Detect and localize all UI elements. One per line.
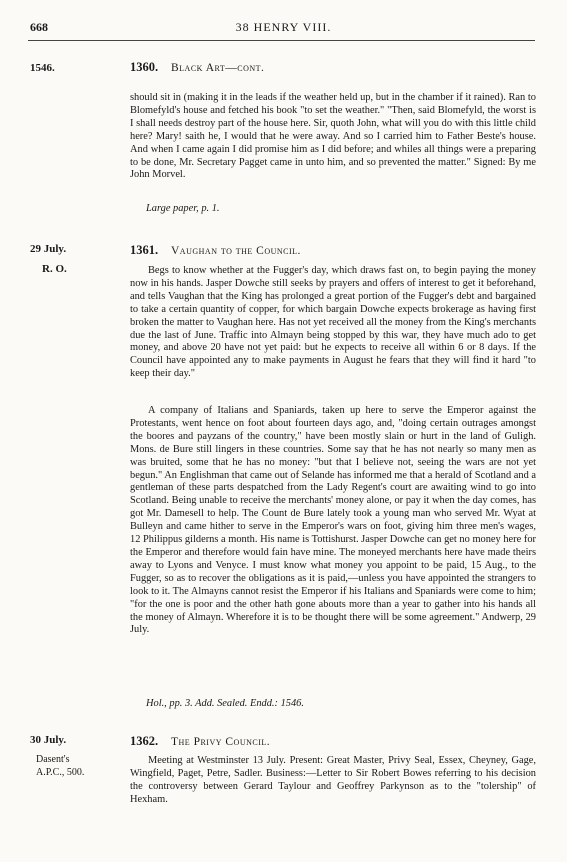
entry-1362-heading (130, 734, 270, 749)
ref-line: Dasent's (36, 754, 70, 765)
entry-1360-heading (130, 60, 264, 75)
year-note: 1546. (30, 62, 55, 74)
entry-title: Black Art—cont. (171, 62, 265, 74)
page-number: 668 (30, 20, 48, 34)
entry-1362-date: 30 July. (30, 734, 67, 746)
entry-1361-heading (130, 243, 301, 258)
entry-1362-body: Meeting at Westminster 13 July. Present: Great Master, Privy Seal, Essex, Cheyney, Gage, Wingfield, Paget, Petre, Sadler. Business:—Letter to Sir Robert Bowes referring to his decision the controversy between Gerard Taylour and Geoffrey Parkynson as to the "tolership" of Hexham. (130, 755, 536, 805)
entry-1362-ref (36, 753, 120, 779)
entry-number: 1360. (130, 60, 159, 74)
entry-number: 1362. (130, 734, 159, 748)
entry-1361-paragraph-1: Begs to know whether at the Fugger's day, which draws fast on, to begin paying the money now in his hands. Jasper Dowche still seeks by prayers and offers of interest to get it beforehand, and tells Vaughan that the King has prolonged a great portion of the Fugger's debt and bargained to take a certain quantity of copper, for which bargain Dowche expects brokerage as having first broken the matter to Vaughan here. Has not yet received all the money from the King's merchants due the last of June. Traffic into Almayn being stopped by this war, they have much ado to get money, and above 20 have not yet paid: but he expects to receive all within 6 or 8 days. If the Council have appointed any to make payments in August he fears that they will find it hard "to keep their day." (130, 265, 536, 380)
header-rule (28, 40, 535, 41)
running-title: 38 HENRY VIII. (235, 20, 332, 34)
entry-title: Vaughan to the Council. (171, 245, 301, 257)
entry-1360-body: should sit in (making it in the leads if the weather held up, but in the chamber if it rained). Ran to Blomefyld's house and fetched his book "to set the weather." "Then, said Blomefyld, the worst is I shall needs destroy part of the house here. Sir, quoth John, what will you do with this little child here? Mary! saith he, I would that he were away. And so I carried him to Father Beste's house. And when I came again I did promise him as I did before; and whiles all things were a preparing to be done, Mr. Secretary Pagget came in unto him, and so prevented the matter." Signed: By me John Morvel. (130, 92, 536, 181)
entry-1361-paragraph-2: A company of Italians and Spaniards, taken up here to serve the Emperor against the Protestants, went hence on foot about fourteen days ago, and, "doing certain outrages amongst the boores and payzans of the country," have been mostly slain or hurt in the land of Guligh. Mons. de Bure still lingers in these countries. Some say that he has not nearly so many men as was bruited, some that he has no money: "but that I believe not, seeing the wars are not yet begun." An Englishman that came out of Selande has informed me that a herald of Scotland and a gentleman of these parts despatched from the Lady Regent's court are awaiting wind to go into Scotland. Being unable to receive the merchants' money alone, or pay it when the day comes, has got Mr. Damesell to help. The Count de Bure lately took a young man who served Mr. Wyat at Bulleyn and came hither to serve in the Emperor's wars on foot, giving him three men's wages, 12 Philippus gilderns a month. His name is Tottishurst. Jasper Dowche can get no money here for the Emperor and therefore would fain have mine. The moneyed merchants here have made theirs away to Lyons and Venyce. I must know what money you appoint to be paid, 15 Aug., to the Fugger, so as to recover the obligations as it is paid,—unless you have appointed the strangers to look to it. The Almayns cannot resist the Emperor if his Italians and Spaniards were come to him; "for the one is poor and the other hath gone abouts more than a year to gather into his hands all the money of Almayn. Wherefore it is to be thought there will be some agreement." Andwerp, 29 July. (130, 405, 536, 636)
entry-1361-source: Hol., pp. 3. Add. Sealed. Endd.: 1546. (146, 698, 304, 709)
entry-title: The Privy Council. (171, 736, 271, 748)
ref-line: A.P.C., 500. (36, 767, 85, 778)
entry-1361-ref: R. O. (42, 263, 67, 275)
entry-1361-date: 29 July. (30, 243, 67, 255)
entry-1360-source: Large paper, p. 1. (146, 203, 220, 214)
entry-number: 1361. (130, 243, 159, 257)
